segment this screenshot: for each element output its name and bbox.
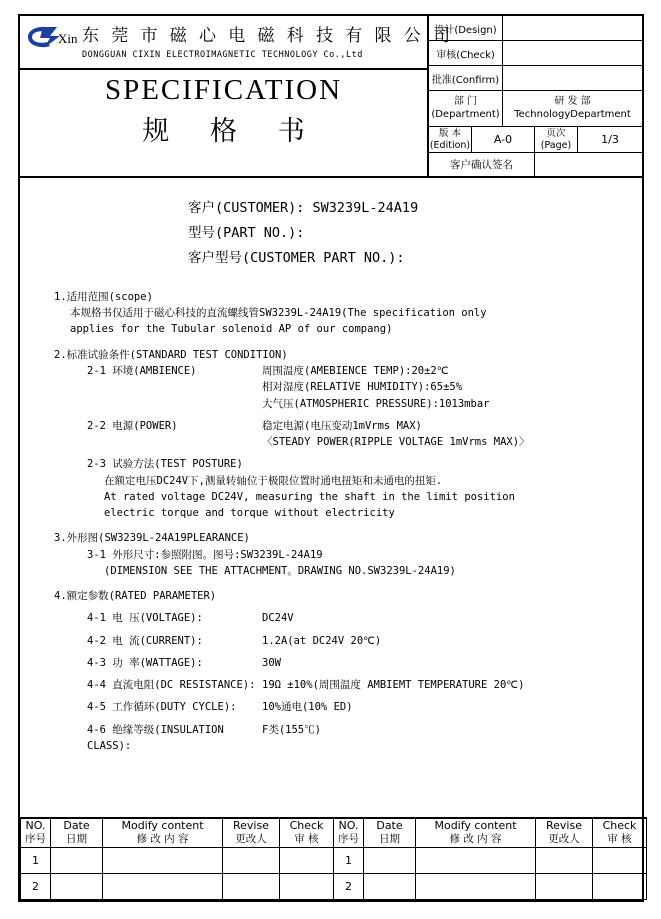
page-label-en: (Page) (540, 139, 572, 151)
ambience-spacer-2 (87, 396, 262, 412)
company-identity (20, 16, 454, 70)
col-header-no-right-cn: 序号 (338, 833, 359, 846)
col-header-revise-left-en: Revise (233, 819, 269, 833)
cell-modify-left[interactable] (103, 848, 223, 874)
cell-revise-left[interactable] (223, 848, 280, 874)
table-row (21, 874, 647, 900)
col-header-date-right (364, 818, 416, 848)
col-header-no-left (21, 818, 51, 848)
power-row-1 (42, 418, 622, 434)
outline-dimension-en: (DIMENSION SEE THE ATTACHMENT。DRAWING NO.SW3239L-24A19) (104, 564, 456, 577)
edition-label-en: (Edition) (429, 139, 471, 151)
department-value-cn: 研 发 部 (554, 96, 591, 107)
power-spacer (87, 434, 262, 450)
col-header-modify-left-en: Modify content (121, 819, 204, 833)
col-header-check-right (593, 818, 647, 848)
param-value-resistance: 19Ω ±10%(周围温度 AMBIEMT TEMPERATURE 20℃) (262, 679, 525, 692)
param-key-wattage: 4-3 功 率(WATTAGE): (87, 656, 203, 669)
approval-label-check: 审核(Check) (429, 41, 503, 65)
param-value-duty-cycle: 10%通电(10% ED) (262, 701, 353, 714)
col-header-modify-right-en: Modify content (434, 819, 517, 833)
test-posture-line2: At rated voltage DC24V, measuring the shaft in the limit position (104, 490, 515, 503)
power-value-cn: 稳定电源(电压变动1mVrms MAX) (262, 419, 422, 432)
page-label (535, 127, 578, 152)
customer-sign-value[interactable] (535, 153, 642, 176)
power-label: 2-2 电源(POWER) (87, 419, 178, 432)
approval-row-design (429, 16, 642, 41)
col-header-revise-right-cn: 更改人 (548, 833, 580, 846)
approval-value-confirm[interactable] (503, 66, 642, 90)
company-logo-icon (26, 23, 82, 49)
col-header-date-left (51, 818, 103, 848)
col-header-check-right-en: Check (602, 819, 637, 833)
customer-sign-row (429, 153, 642, 176)
cell-revise-right[interactable] (536, 874, 593, 900)
cell-no-left: 1 (21, 848, 51, 874)
ambience-spacer-1 (87, 379, 262, 395)
test-posture-line3: electric torque and torque without electricity (104, 507, 395, 520)
ambience-humidity: 相对湿度(RELATIVE HUMIDITY):65±5% (262, 381, 463, 394)
cell-no-right: 1 (334, 848, 364, 874)
table-row (21, 848, 647, 874)
specification-document (18, 14, 644, 902)
col-header-revise-left-cn: 更改人 (235, 833, 267, 846)
ambience-row-1 (42, 363, 622, 379)
page-title-cn: 规 格 书 (142, 116, 322, 146)
col-header-revise-right-en: Revise (546, 819, 582, 833)
customer-part-no-line: 客户型号(CUSTOMER PART NO.): (188, 249, 405, 266)
col-header-no-left-en: NO. (25, 819, 46, 833)
ambience-temp: 周围温度(AMEBIENCE TEMP):20±2℃ (262, 364, 449, 377)
revision-header-row (21, 818, 647, 848)
cell-date-right[interactable] (364, 848, 416, 874)
cell-modify-right[interactable] (416, 848, 536, 874)
col-header-revise-right (536, 818, 593, 848)
document-header (20, 16, 642, 176)
col-header-date-right-en: Date (376, 819, 403, 833)
cell-check-left[interactable] (280, 874, 334, 900)
col-header-check-left (280, 818, 334, 848)
section-rated-parameter (42, 588, 622, 754)
cell-check-left[interactable] (280, 848, 334, 874)
param-row-wattage (42, 655, 622, 671)
section-test-condition (42, 347, 622, 522)
approval-row-check (429, 41, 642, 66)
approval-value-design[interactable] (503, 16, 642, 40)
param-row-insulation (42, 722, 622, 755)
cell-modify-right[interactable] (416, 874, 536, 900)
cell-no-left: 2 (21, 874, 51, 900)
company-name-en: DONGGUAN CIXIN ELECTROIMAGNETIC TECHNOLOGY Co.,Ltd (82, 50, 363, 60)
power-row-2 (42, 434, 622, 450)
section-scope (42, 289, 622, 338)
document-title-block (20, 70, 427, 165)
cell-date-left[interactable] (51, 874, 103, 900)
cell-revise-right[interactable] (536, 848, 593, 874)
col-header-revise-left (223, 818, 280, 848)
cell-revise-left[interactable] (223, 874, 280, 900)
col-header-check-left-cn: 审 核 (294, 833, 319, 846)
col-header-modify-left-cn: 修 改 内 容 (136, 833, 189, 846)
edition-page-row (429, 127, 642, 153)
col-header-modify-right-cn: 修 改 内 容 (449, 833, 502, 846)
section-rated-title: 4.额定参数(RATED PARAMETER) (54, 590, 217, 603)
cell-check-right[interactable] (593, 848, 647, 874)
param-value-current: 1.2A(at DC24V 20℃) (262, 634, 382, 647)
approval-row-confirm (429, 66, 642, 91)
cell-date-right[interactable] (364, 874, 416, 900)
approval-label-design: 设计(Design) (429, 16, 503, 40)
param-key-voltage: 4-1 电 压(VOLTAGE): (87, 612, 203, 625)
col-header-no-left-cn: 序号 (25, 833, 46, 846)
svg-text:Xin: Xin (58, 31, 78, 46)
approval-table (429, 16, 642, 176)
approval-value-check[interactable] (503, 41, 642, 65)
col-header-no-right-en: NO. (338, 819, 359, 833)
param-value-voltage: DC24V (262, 612, 294, 625)
param-key-resistance: 4-4 直流电阻(DC RESISTANCE): (87, 679, 256, 692)
col-header-check-right-cn: 审 核 (607, 833, 632, 846)
page-title-en: SPECIFICATION (104, 74, 343, 106)
department-label-en: (Department) (431, 108, 500, 120)
ambience-label: 2-1 环境(AMBIENCE) (87, 364, 197, 377)
cell-no-right: 2 (334, 874, 364, 900)
param-row-duty-cycle (42, 699, 622, 715)
edition-label-cn: 版 本 (438, 128, 462, 140)
page-number-value: 1/3 (601, 133, 619, 146)
section-test-condition-title: 2.标准试验条件(STANDARD TEST CONDITION) (54, 348, 288, 361)
ambience-pressure: 大气压(ATMOSPHERIC PRESSURE):1013mbar (262, 397, 490, 410)
document-body (20, 178, 642, 754)
revision-history-table (20, 817, 647, 901)
page-label-cn: 页次 (546, 128, 566, 140)
outline-dimension-cn: 3-1 外形尺寸:参照附图。图号:SW3239L-24A19 (87, 548, 323, 561)
col-header-date-right-cn: 日期 (379, 833, 400, 846)
param-value-insulation: F类(155℃) (262, 723, 321, 736)
edition-label (429, 127, 472, 152)
param-row-voltage (42, 610, 622, 626)
col-header-modify-left (103, 818, 223, 848)
department-row (429, 91, 642, 127)
department-value (503, 91, 642, 126)
cell-date-left[interactable] (51, 848, 103, 874)
param-row-current (42, 633, 622, 649)
col-header-no-right (334, 818, 364, 848)
cell-modify-left[interactable] (103, 874, 223, 900)
param-key-duty-cycle: 4-5 工作循环(DUTY CYCLE): (87, 701, 237, 714)
col-header-date-left-cn: 日期 (66, 833, 87, 846)
param-key-current: 4-2 电 流(CURRENT): (87, 634, 203, 647)
company-name-cn: 东 莞 市 磁 心 电 磁 科 技 有 限 公 司 (82, 26, 454, 45)
section-outline-drawing (42, 530, 622, 579)
col-header-check-left-en: Check (289, 819, 324, 833)
param-row-resistance (42, 677, 622, 693)
customer-name-line: 客户(CUSTOMER): SW3239L-24A19 (188, 200, 419, 216)
section-outline-title: 3.外形图(SW3239L-24A19PLEARANCE) (54, 532, 250, 545)
department-value-en: TechnologyDepartment (514, 108, 631, 120)
col-header-modify-right (416, 818, 536, 848)
param-key-insulation: 4-6 绝缘等级(INSULATION CLASS): (87, 723, 224, 753)
specification-content (20, 277, 642, 754)
department-label-cn: 部 门 (453, 96, 478, 107)
param-value-wattage: 30W (262, 656, 281, 669)
cell-check-right[interactable] (593, 874, 647, 900)
department-label (429, 91, 503, 126)
ambience-row-3 (42, 396, 622, 412)
power-value-en: 〈STEADY POWER(RIPPLE VOLTAGE 1mVrms MAX)〉 (262, 436, 530, 449)
section-scope-title: 1.适用范围(scope) (54, 290, 153, 303)
ambience-row-2 (42, 379, 622, 395)
approval-label-confirm: 批准(Confirm) (429, 66, 503, 90)
test-posture-line1: 在额定电压DC24V下,测量转轴位于极限位置时通电扭矩和未通电的扭矩. (104, 474, 443, 487)
part-no-line: 型号(PART NO.): (188, 224, 305, 241)
section-scope-line1: 本规格书仅适用于磁心科技的直流螺线管SW3239L-24A19(The specification only (70, 307, 487, 320)
edition-value: A-0 (472, 127, 535, 152)
col-header-date-left-en: Date (63, 819, 90, 833)
customer-sign-label: 客户确认签名 (429, 153, 535, 176)
test-posture-title: 2-3 试验方法(TEST POSTURE) (87, 458, 243, 471)
section-scope-line2: applies for the Tubular solenoid AP of our compang) (70, 323, 393, 336)
customer-info-block (20, 178, 642, 277)
